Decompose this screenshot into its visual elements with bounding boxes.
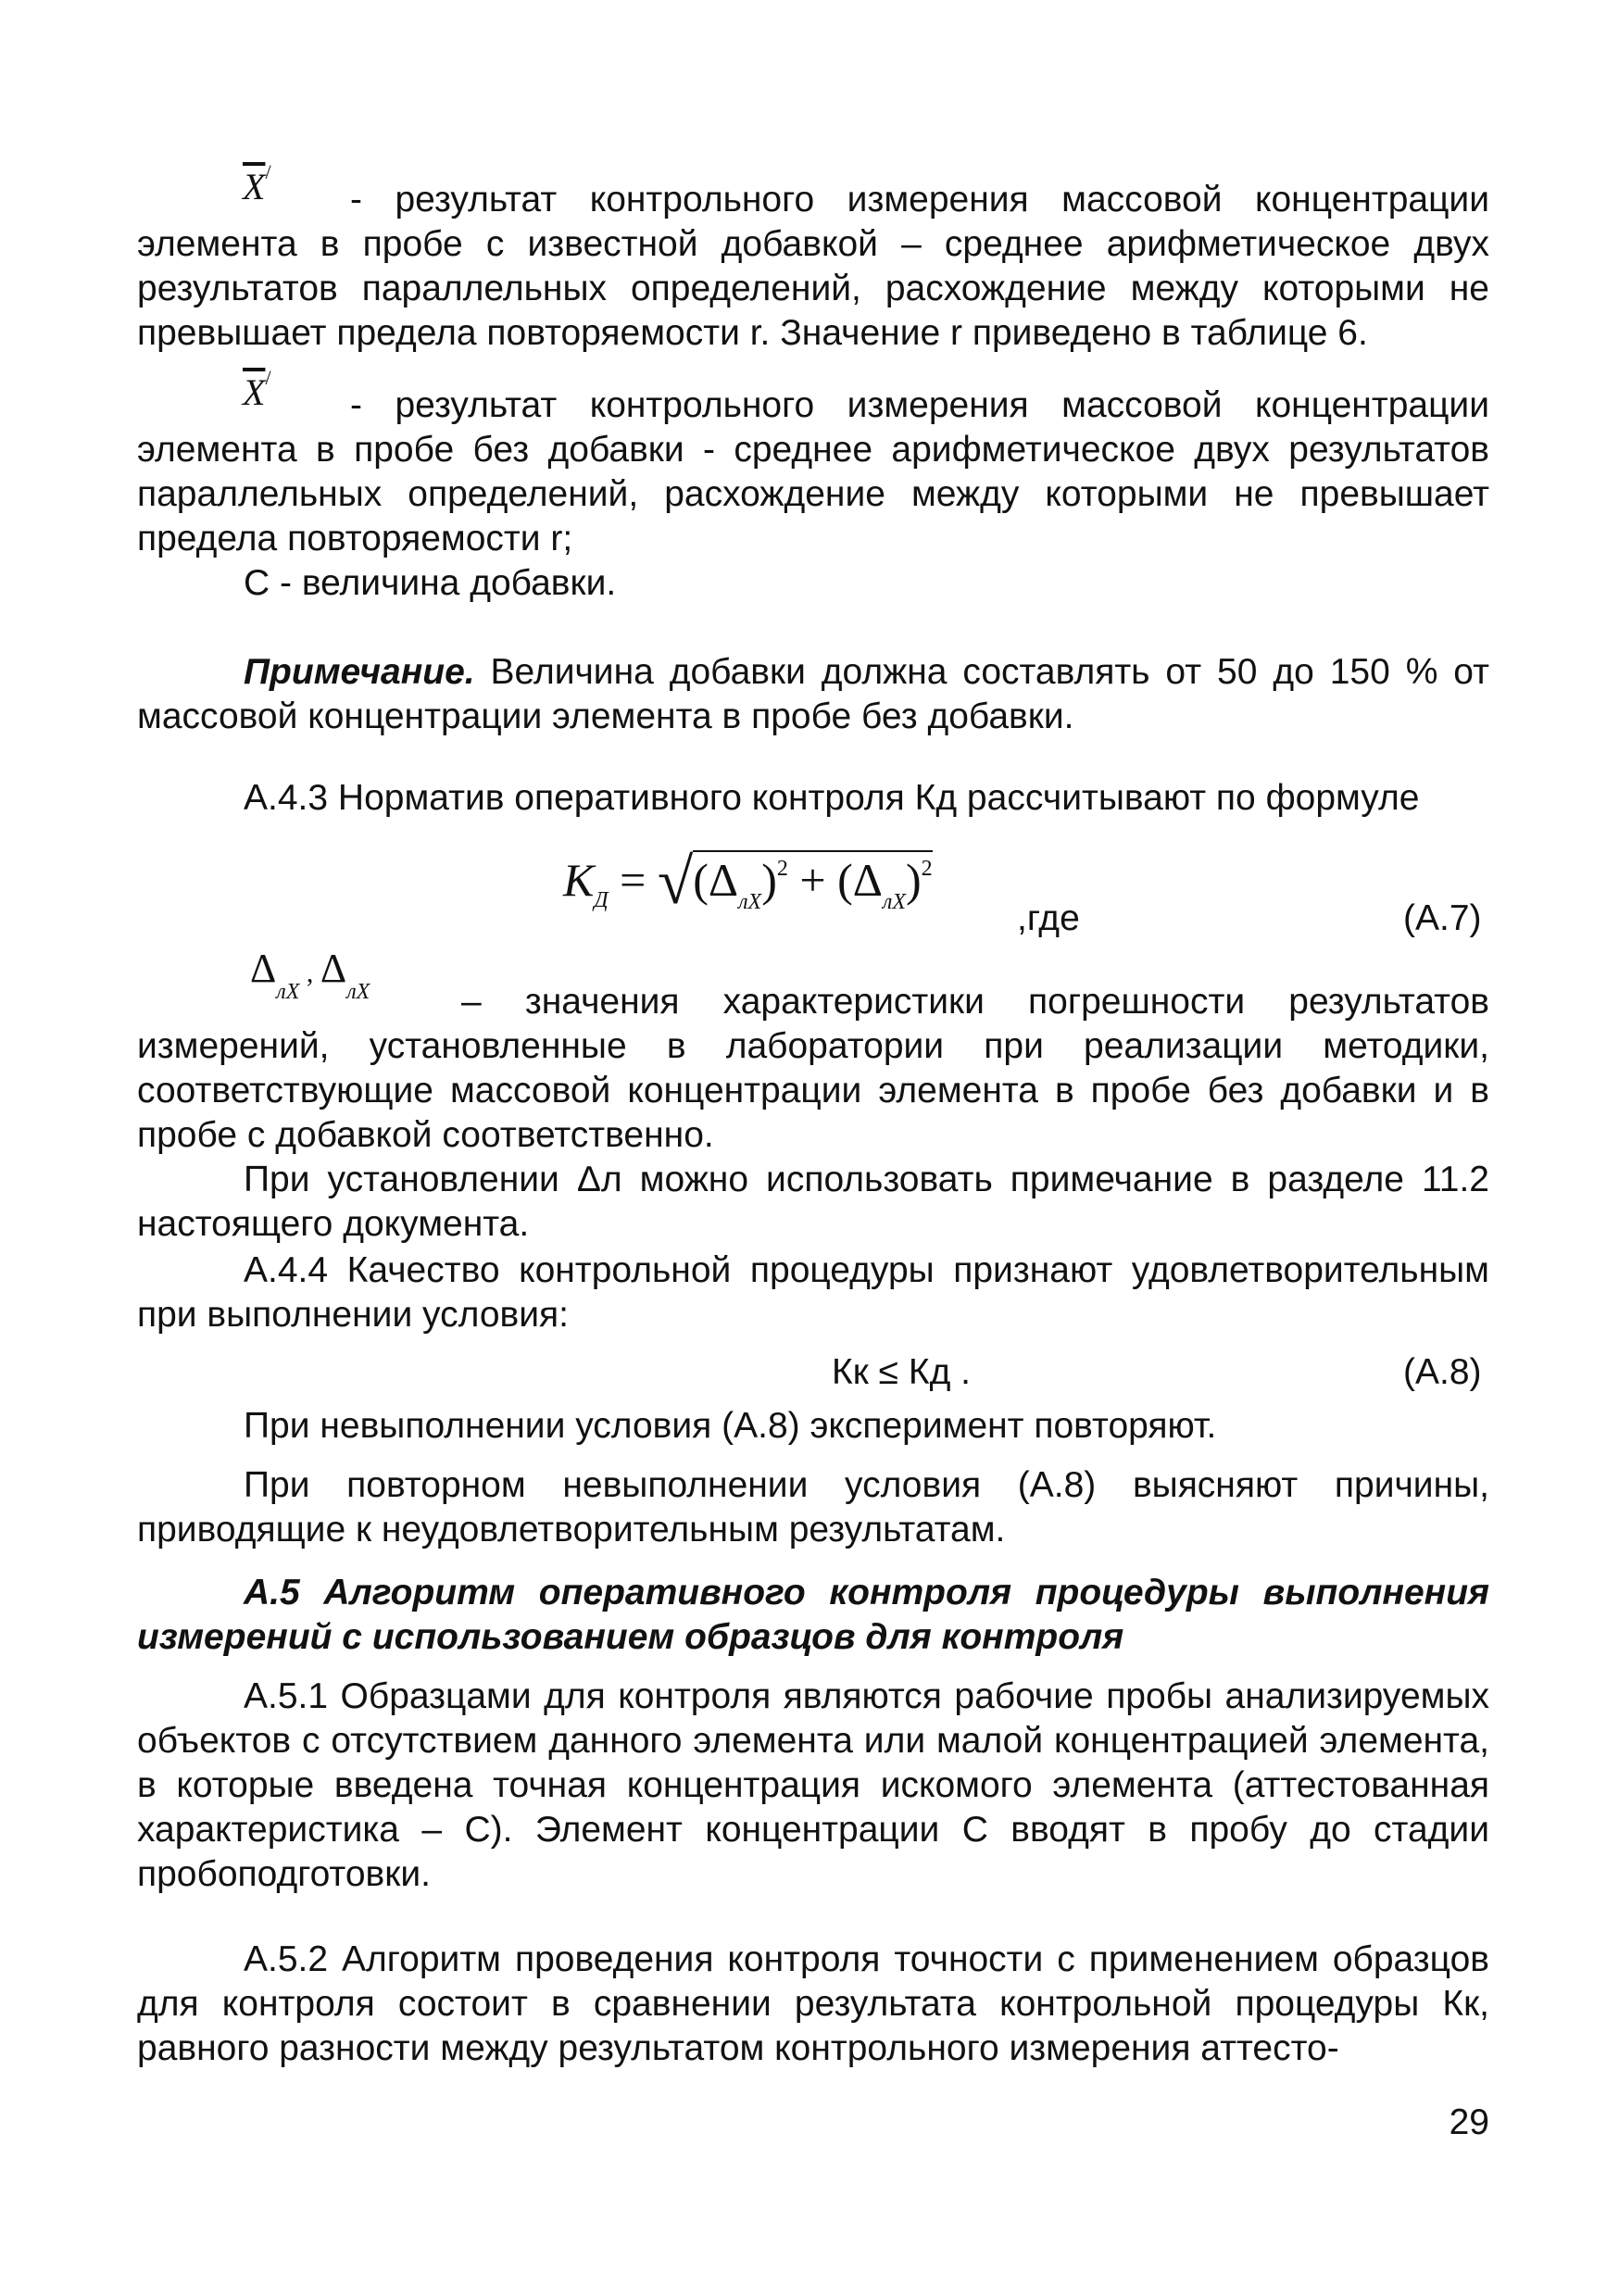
note-text: Величина добавки должна составлять от 50 до 150 % от массовой концентрации элемента в пробе без добавки. xyxy=(137,652,1489,736)
paragraph-c: С - величина добавки. xyxy=(244,563,617,603)
formula-a7: $K_Д = √(\Delta_{лX})^2 + (\Delta_{лX})^2$ xyxy=(563,847,933,918)
delta-symbols: $\Delta_{лX}$ , $\Delta_{лX}$ xyxy=(250,946,370,1004)
paragraph-x: - результат контрольного измерения массовой концентрации элемента в пробе без добавки - среднее арифметическое двух результатов параллельных определений, расхождение между которыми не превышает предела повторяемости r; xyxy=(137,385,1489,558)
paragraph-a52: А.5.2 Алгоритм проведения контроля точности с применением образцов для контроля состоит в сравнении результата контрольной процедуры Кк, равного разности между результатом контрольного измерения аттесто- xyxy=(137,1939,1489,2068)
sqrt-icon: √ xyxy=(657,847,694,918)
paragraph-x-prime: - результат контрольного измерения массовой концентрации элемента в пробе с известной добавкой – среднее арифметическое двух результатов параллельных определений, расхождение между которыми не превышает предела повторяемости r. Значение r приведено в таблице 6. xyxy=(137,180,1489,353)
note-label: Примечание. xyxy=(244,652,475,692)
x-prime-symbol: $\overline{X}^/$ xyxy=(243,160,271,207)
delta-paragraph: – значения характеристики погрешности результатов измерений, установленные в лаборатории при реализации методики, соответствующие массовой концентрации элемента в пробе без добавки и в пробе с добавкой соответственно. xyxy=(137,982,1489,1155)
formula-where: ,где xyxy=(1017,898,1080,938)
paragraph-a51: А.5.1 Образцами для контроля являются рабочие пробы анализируемых объектов с отсутствием данного элемента или малой концентрацией элемента, в которые введена точная концентрация искомого элемента (аттестованная характеристика – С). Элемент концентрации С вводят в пробу до стадии пробоподготовки. xyxy=(137,1676,1489,1894)
section-heading-a5: А.5 Алгоритм оперативного контроля процедуры выполнения измерений с использованием образцов для контроля xyxy=(137,1573,1489,1657)
formula-a8: Кк ≤ Кд . xyxy=(832,1352,972,1392)
paragraph-fail-2: При повторном невыполнении условия (А.8) выясняют причины, приводящие к неудовлетворительным результатам. xyxy=(137,1465,1489,1549)
radicand: $(\Delta_{лX})^2 + (\Delta_{лX})^2$ xyxy=(693,850,932,906)
formula-a8-number: (А.8) xyxy=(1403,1352,1482,1392)
paragraph-a43: А.4.3 Норматив оперативного контроля Кд рассчитывают по формуле xyxy=(244,778,1420,818)
paragraph-install: При установлении Δл можно использовать примечание в разделе 11.2 настоящего документа. xyxy=(137,1160,1489,1244)
x-symbol: $\overline{X}^/$ xyxy=(243,366,271,413)
paragraph-a44: А.4.4 Качество контрольной процедуры признают удовлетворительным при выполнении условия: xyxy=(137,1250,1489,1335)
note-paragraph xyxy=(137,650,1489,739)
formula-a7-number: (А.7) xyxy=(1403,898,1482,938)
paragraph-fail-1: При невыполнении условия (А.8) эксперимент повторяют. xyxy=(244,1406,1217,1446)
page-number: 29 xyxy=(1449,2102,1489,2142)
